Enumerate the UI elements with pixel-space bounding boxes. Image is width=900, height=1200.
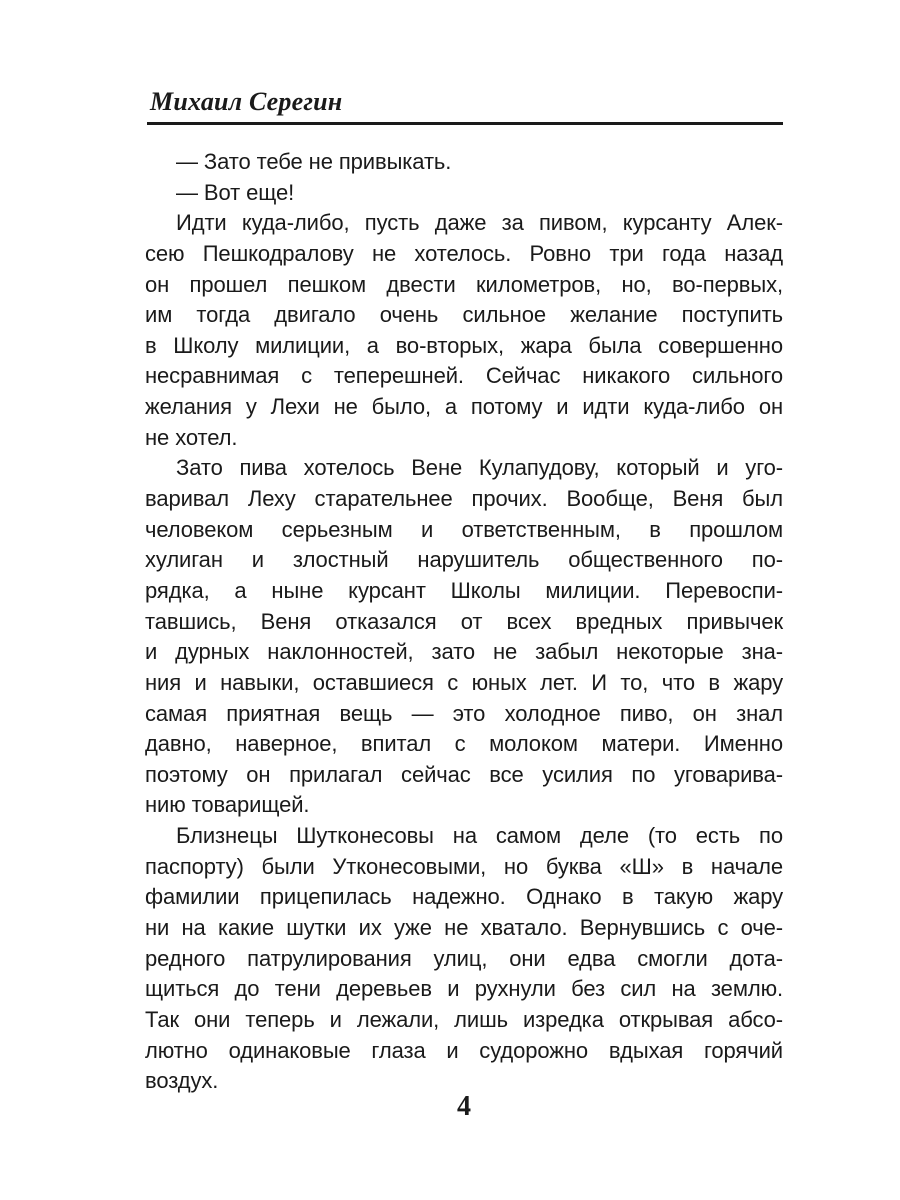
- text-line: человеком серьезным и ответственным, в прошлом: [145, 516, 783, 542]
- text-line: Близнецы Шутконесовы на самом деле (то есть по: [176, 823, 783, 849]
- text-line: им тогда двигало очень сильное желание поступить: [145, 302, 783, 328]
- text-line: тавшись, Веня отказался от всех вредных привычек: [145, 608, 783, 634]
- text-line: — Вот еще!: [176, 179, 295, 205]
- text-line: варивал Леху старательнее прочих. Вообще, Веня был: [145, 486, 783, 512]
- text-line: лютно одинаковые глаза и судорожно вдыхая горячий: [145, 1037, 783, 1063]
- text-line: несравнимая с теперешней. Сейчас никакого сильного: [145, 363, 783, 389]
- text-line: желания у Лехи не было, а потому и идти куда-либо он: [145, 394, 783, 420]
- text-line: воздух.: [145, 1068, 219, 1094]
- text-line: самая приятная вещь — это холодное пиво, он знал: [145, 700, 783, 726]
- text-line: не хотел.: [145, 424, 238, 450]
- text-line: сею Пешкодралову не хотелось. Ровно три года назад: [145, 240, 783, 266]
- text-line: он прошел пешком двести километров, но, во-первых,: [145, 271, 783, 297]
- text-line: и дурных наклонностей, зато не забыл некоторые зна-: [145, 639, 783, 665]
- text-line: редного патрулирования улиц, они едва смогли дота-: [145, 945, 783, 971]
- text-line: паспорту) были Утконесовыми, но буква «Ш» в начале: [145, 853, 783, 879]
- text-line: ни на какие шутки их уже не хватало. Вернувшись с оче-: [145, 915, 783, 941]
- page-number: 4: [457, 1091, 471, 1122]
- text-line: Идти куда-либо, пусть даже за пивом, курсанту Алек-: [176, 210, 783, 236]
- text-line: щиться до тени деревьев и рухнули без сил на землю.: [145, 976, 783, 1002]
- header-rule: [147, 122, 783, 125]
- text-line: давно, наверное, впитал с молоком матери. Именно: [145, 731, 783, 757]
- page-text: [145, 147, 783, 1097]
- text-line: Зато пива хотелось Вене Кулапудову, который и уго-: [176, 455, 783, 481]
- text-line: ния и навыки, оставшиеся с юных лет. И то, что в жару: [145, 669, 783, 695]
- running-header-author: Михаил Серегин: [150, 87, 343, 116]
- text-line: — Зато тебе не привыкать.: [176, 149, 452, 174]
- text-line: нию товарищей.: [145, 792, 310, 818]
- text-line: фамилии прицепилась надежно. Однако в такую жару: [145, 884, 783, 910]
- text-line: рядка, а ныне курсант Школы милиции. Перевоспи-: [145, 577, 783, 603]
- text-line: хулиган и злостный нарушитель общественного по-: [145, 547, 783, 573]
- text-line: Так они теперь и лежали, лишь изредка открывая абсо-: [145, 1006, 783, 1032]
- text-line: в Школу милиции, а во-вторых, жара была совершенно: [145, 332, 783, 358]
- text-line: поэтому он прилагал сейчас все усилия по уговарива-: [145, 761, 783, 787]
